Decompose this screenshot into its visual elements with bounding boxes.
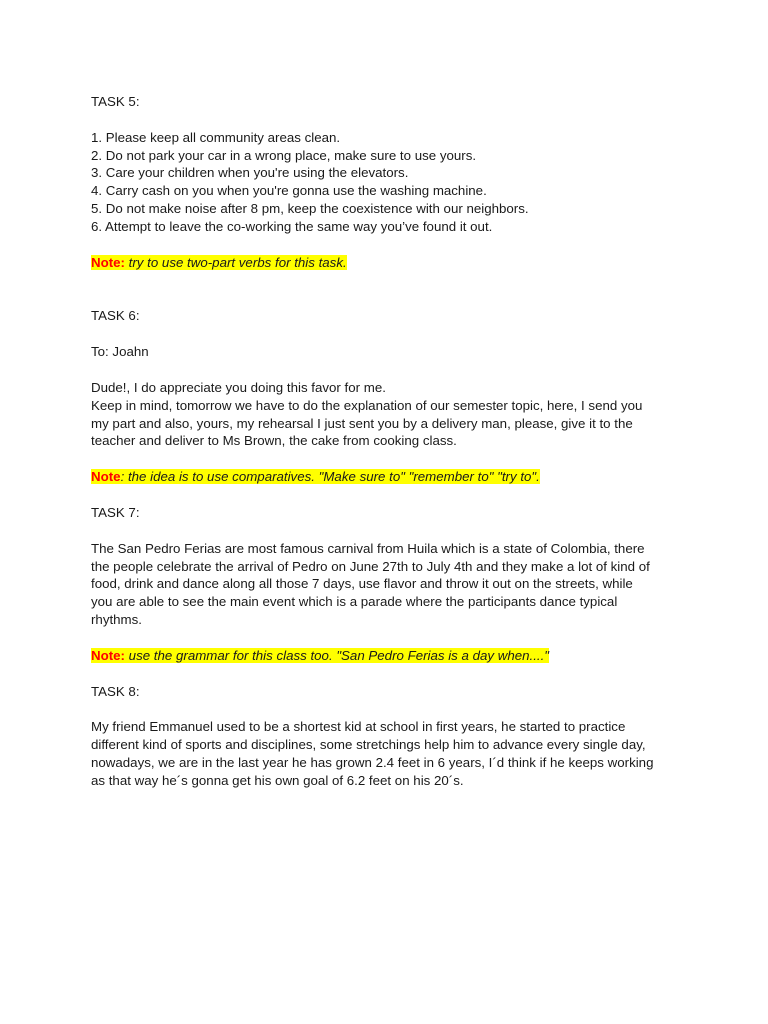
task-7-note (91, 647, 691, 665)
note-text: : the idea is to use comparatives. "Make sure to" "remember to" "try to". (120, 469, 540, 485)
task-8-section (91, 683, 691, 790)
body-line: My friend Emmanuel used to be a shortest kid at school in first years, he started to practice (91, 719, 626, 735)
list-item: 6. Attempt to leave the co-working the same way you’ve found it out. (91, 218, 493, 234)
task-6-note (91, 468, 691, 486)
task-6-heading: TASK 6: (91, 308, 140, 324)
note-label: Note: (91, 647, 125, 663)
body-line: rhythms. (91, 611, 142, 627)
list-item: 5. Do not make noise after 8 pm, keep the coexistence with our neighbors. (91, 200, 529, 216)
list-item: 2. Do not park your car in a wrong place, make sure to use yours. (91, 147, 477, 163)
note-label: Note: (91, 254, 125, 270)
body-line: my part and also, yours, my rehearsal I just sent you by a delivery man, please, give it to the (91, 415, 633, 431)
task-6-section (91, 307, 691, 486)
note-text: use the grammar for this class too. "San Pedro Ferias is a day when...." (124, 647, 550, 663)
document-page (91, 93, 691, 790)
body-line: the people celebrate the arrival of Pedro on June 27th to July 4th and they make a lot of kind of (91, 558, 650, 574)
task-5-section (91, 93, 691, 271)
body-line: food, drink and dance along all those 7 days, use flavor and throw it out on the streets, while (91, 576, 633, 592)
task-7-heading: TASK 7: (91, 504, 140, 520)
body-line: Dude!, I do appreciate you doing this favor for me. (91, 379, 386, 395)
body-line: as that way he´s gonna get his own goal of 6.2 feet on his 20´s. (91, 772, 464, 788)
body-line: nowadays, we are in the last year he has grown 2.4 feet in 6 years, I´d think if he keeps working (91, 754, 654, 770)
list-item: 1. Please keep all community areas clean. (91, 129, 341, 145)
task-5-heading: TASK 5: (91, 94, 140, 109)
note-label: Note (91, 469, 121, 485)
task-5-note (91, 254, 691, 272)
task-6-recipient: To: Joahn (91, 344, 149, 360)
body-line: teacher and deliver to Ms Brown, the cake from cooking class. (91, 433, 457, 449)
task-8-body (91, 718, 691, 789)
task-5-list (91, 129, 691, 236)
body-line: Keep in mind, tomorrow we have to do the explanation of our semester topic, here, I send you (91, 397, 643, 413)
body-line: different kind of sports and disciplines, some stretchings help him to advance every single day, (91, 737, 646, 753)
body-line: you are able to see the main event which is a parade where the participants dance typical (91, 594, 618, 610)
task-7-body (91, 540, 691, 629)
list-item: 4. Carry cash on you when you're gonna use the washing machine. (91, 183, 487, 199)
list-item: 3. Care your children when you're using the elevators. (91, 165, 409, 181)
body-line: The San Pedro Ferias are most famous carnival from Huila which is a state of Colombia, there (91, 540, 645, 556)
task-7-section (91, 504, 691, 665)
task-6-body (91, 379, 691, 450)
task-8-heading: TASK 8: (91, 683, 140, 699)
note-text: try to use two-part verbs for this task. (124, 254, 347, 270)
